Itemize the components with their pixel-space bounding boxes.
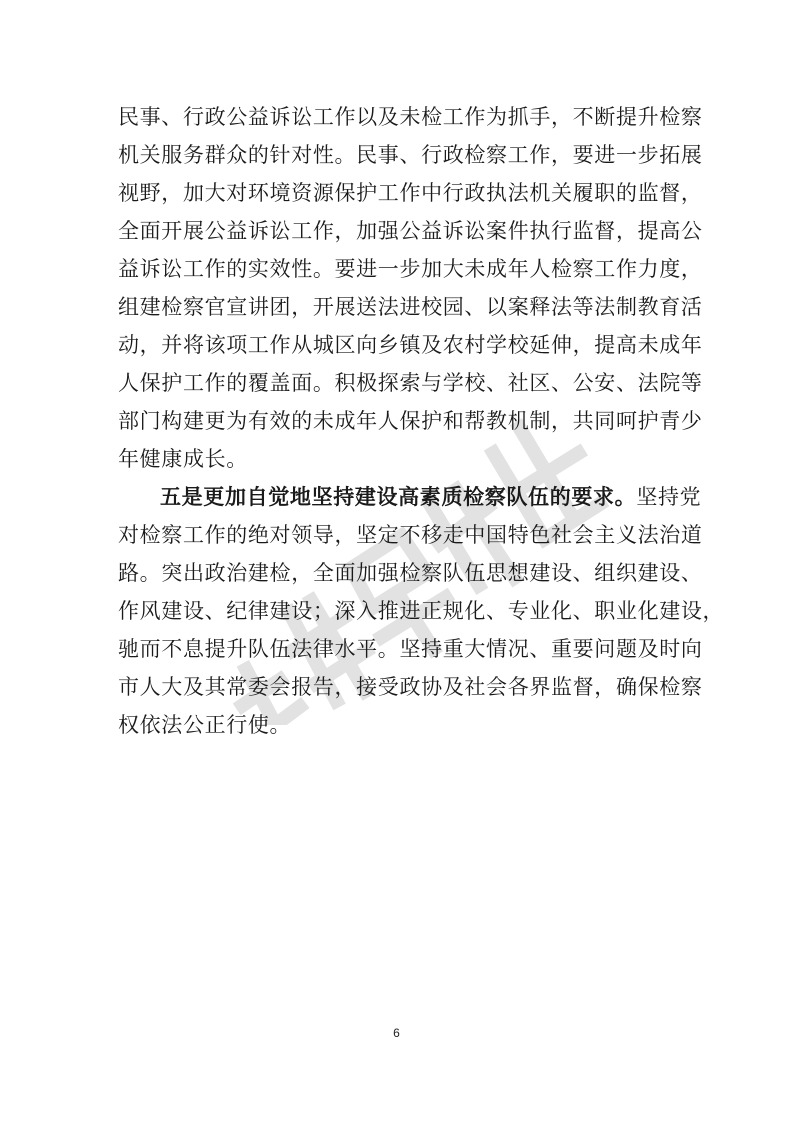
paragraph-line: 路。突出政治建检，全面加强检察队伍思想建设、组织建设、 (118, 561, 703, 585)
paragraph-line: 全面开展公益诉讼工作，加强公益诉讼案件执行监督，提高公 (118, 219, 703, 243)
paragraph-line: 权依法公正行使。 (118, 713, 292, 737)
paragraph-line: 机关服务群众的针对性。民事、行政检察工作，要进一步拓展 (118, 143, 703, 167)
paragraph-line: 组建检察官宣讲团，开展送法进校园、以案释法等法制教育活 (118, 295, 703, 319)
paragraph-line: 作风建设、纪律建设；深入推进正规化、专业化、职业化建设， (118, 599, 725, 623)
point-five-first-line-rest: 坚持党 (636, 485, 702, 509)
paragraph-line: 动，并将该项工作从城区向乡镇及农村学校延伸，提高未成年 (118, 333, 703, 357)
paragraph-line: 民事、行政公益诉讼工作以及未检工作为抓手，不断提升检察 (118, 105, 703, 129)
paragraph-line: 市人大及其常委会报告，接受政协及社会各界监督，确保检察 (118, 675, 703, 699)
paragraph-line: 益诉讼工作的实效性。要进一步加大未成年人检察工作力度， (118, 257, 703, 281)
paragraph-line: 人保护工作的覆盖面。积极探索与学校、社区、公安、法院等 (118, 371, 703, 395)
paragraph-line: 驰而不息提升队伍法律水平。坚持重大情况、重要问题及时向 (118, 637, 703, 661)
body-text (118, 98, 725, 744)
paragraph-line: 对检察工作的绝对领导，坚定不移走中国特色社会主义法治道 (118, 523, 703, 547)
paragraph-line: 部门构建更为有效的未成年人保护和帮教机制，共同呵护青少 (118, 409, 703, 433)
page-number: 6 (393, 1026, 400, 1040)
point-five-first-line (118, 478, 702, 516)
point-five-heading: 五是更加自觉地坚持建设高素质检察队伍的要求。 (160, 484, 637, 509)
paragraph-line: 视野，加大对环境资源保护工作中行政执法机关履职的监督， (118, 181, 703, 205)
paragraph-line: 年健康成长。 (118, 447, 248, 471)
